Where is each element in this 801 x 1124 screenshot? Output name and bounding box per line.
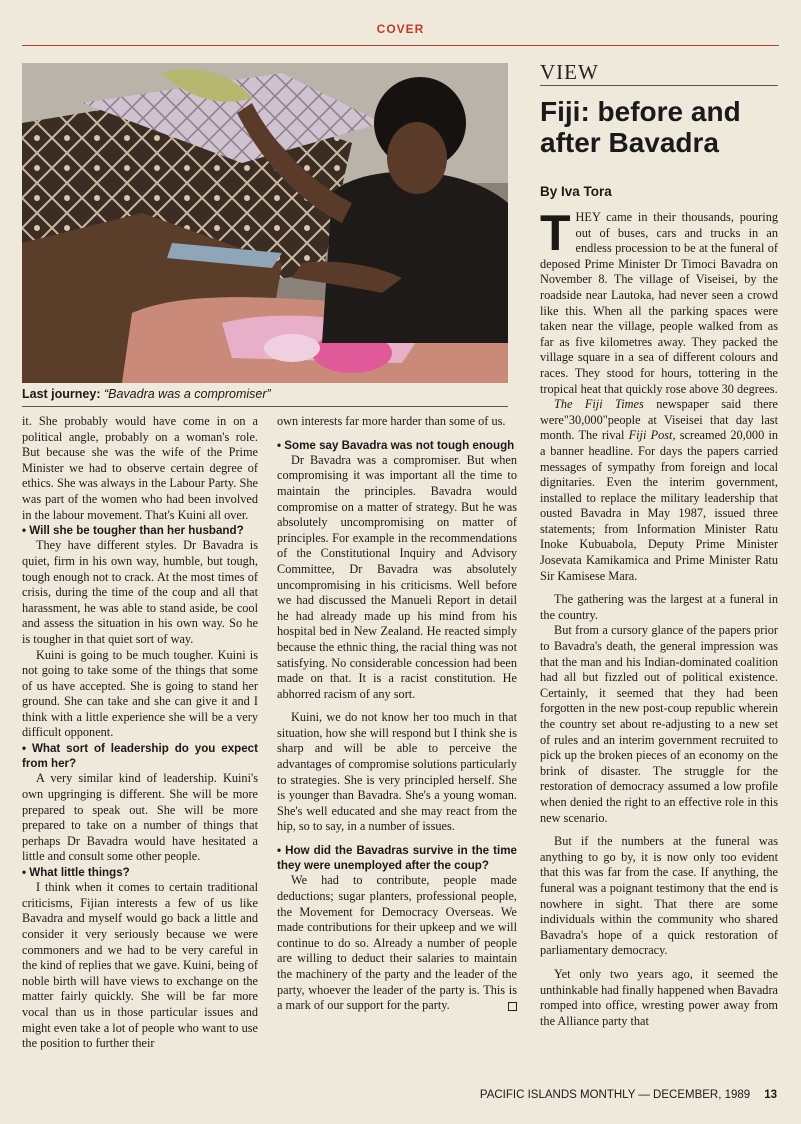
col1-question: • What sort of leadership do you expect from her? xyxy=(22,742,258,771)
newspaper-name: The Fiji Times xyxy=(554,397,644,412)
photo-illustration xyxy=(22,63,508,383)
col1-question: • What little things? xyxy=(22,866,130,880)
col2-paragraph: Dr Bavadra was a compromiser. But when compromising it was important all the time to maintain the principles. Bavadra would compromise on a matter of strategy. But he was absolutely uncompromising on matter of principles. For example in the recommendations of the Constitutional Inquiry and Advisory Committee, Dr Bavadra was absolutely uncompromising in his criticisms. Well before we had discussed the Manueli Report in detail he had already made up his mind from his hospital bed in New Zealand. He reacted simply because the ethnic thing, the racial thing was not satisfying. No considerable concession had been made on that. It is a racist constitution. He abhorred racism of any sort. xyxy=(277,452,517,701)
section-label: COVER xyxy=(376,22,425,36)
col3-paragraph xyxy=(540,205,778,397)
caption-quote: “Bavadra was a compromiser” xyxy=(103,387,271,401)
col2-paragraph: Kuini, we do not know her too much in that situation, how she will respond but I think she is sharp and will be able to perceive the advantages of compromise solutions particularly to strategies. She is very principled herself. She is younger than Bavadra. She's a young woman. She's well educated and she may react from the hip, so to say, in a number of issues. xyxy=(277,710,517,834)
newspaper-name: Fiji Post, xyxy=(628,428,676,443)
column-2 xyxy=(277,414,517,1014)
caption-lead: Last journey: xyxy=(22,387,101,401)
page-number: 13 xyxy=(764,1089,777,1101)
col2-paragraph: own interests far more harder than some of us. xyxy=(277,414,506,428)
col2-question: • How did the Bavadras survive in the time they were unemployed after the coup? xyxy=(277,844,517,873)
top-rule xyxy=(22,45,779,46)
col3-paragraph: But from a cursory glance of the papers prior to Bavadra's death, the general impression was that the man and his Indian-dominated coalition had all but fizzled out of political existence. Certainly, it seemed that they had been forgotten in the new post-coup republic wherein the country set about re-adjusting to a new set of rules and an interim government recruited to pick up the broken pieces of an economy on the brink of disaster. The struggle for the restoration of democracy assumed a low profile when denied the right to an effective role in this new scenario. xyxy=(540,623,778,825)
col1-paragraph: I think when it comes to certain traditional criticisms, Fijian interests a few of us like Bavadra and myself would go back a little and consider it very seriously because we were commoners and we had to be very careful in the kind of replies that we gave. Kuini, being of noble birth will have views to exchange on the matter fairly quickly. She will be far more vocal than us in those particular issues and might even take a lot of people who want to use the position to further their xyxy=(22,880,258,1051)
col1-paragraph: Kuini is going to be much tougher. Kuini is not going to take some of the things that some of us have accepted. She is going to stand her ground. She can take and she can give it and I think with a little experience she will be a very difficult opponent. xyxy=(22,647,258,740)
view-label: VIEW xyxy=(540,60,599,84)
headline: Fiji: before and after Bavadra xyxy=(540,96,741,158)
view-rule xyxy=(540,85,778,86)
photo-woman-fanning-coffin xyxy=(22,63,508,383)
col2-paragraph-text: We had to contribute, people made deductions; sugar planters, professional people, the Movement for Democracy Overseas. We made contributions for their upkeep and we will continue to do so. Already a number of people are willing to deduct their salaries to maintain the machinery of the party and the leader of the party, whoever the leader of the party is. This is a mark of our support for the party. xyxy=(277,873,517,1013)
col3-paragraph: Yet only two years ago, it seemed the unthinkable had finally happened when Bavadra romped into office, wresting power away from the Alliance party that xyxy=(540,966,778,1028)
column-1 xyxy=(22,414,258,1052)
column-3 xyxy=(540,205,779,1029)
col3-paragraph xyxy=(540,397,778,584)
col3-paragraph-text: HEY came in their thousands, pouring out of buses, cars and trucks in an endless procession to be at the funeral of deposed Prime Minister Dr Timoci Bavadra on November 8. The village of Viseisei, by the roadside near Lautoka, had never seen a crowd like this. When all the parking spaces were taken near the village, people walked from as far as five kilometres away. They packed the village square in a sea of different colours and races. They stood for hours, tottering in the tropical heat that quickly rose above 30 degrees. xyxy=(540,210,778,396)
col1-paragraph: They have different styles. Dr Bavadra is quiet, firm in his own way, humble, but tough, tough enough not to crack. At the most times of crisis, during the time of the coup and all that harassment, he was able to stand aside, be cool and assess the situation in his own way. So he is tougher in that quiet sort of way. xyxy=(22,538,258,646)
caption-rule xyxy=(22,406,508,407)
end-mark-icon xyxy=(508,1002,517,1011)
col3-paragraph-text: screamed 20,000 in a banner headline. For days the papers carried messages of sympathy from foreign and local dignitaries. Even the interim government, installed to replace the military leadership that ousted Bavadra in May 1987, issued three statements; from Information Minister Ratu Inoke Kubuabola, Deputy Prime Minister Josevata Kamikamica and Prime Minister Ratu Sir Kamisese Mara. xyxy=(540,428,779,583)
col3-paragraph-text: newspaper said there were"30,000"people at Viseisei that day last month. The rival xyxy=(540,397,779,443)
byline: By Iva Tora xyxy=(540,184,612,199)
page-footer xyxy=(480,1089,777,1101)
footer-publication: PACIFIC ISLANDS MONTHLY — DECEMBER, 1989 xyxy=(479,1089,751,1101)
drop-cap: T xyxy=(540,205,571,261)
col1-paragraph: it. She probably would have come in on a political angle, probably on a woman's role. But because she was the wife of the Prime Minister we had to observe certain degree of ethics. She was always in the Labour Party. She was part of the women who had been involved in the labour movement. That's Kuini all over. xyxy=(22,414,258,522)
col1-question: • Will she be tougher than her husband? xyxy=(22,524,244,538)
col1-paragraph: A very similar kind of leadership. Kuini's own upgringing is different. She will be more prepared to speak out. She will be more prepared to take on a number of things that perhaps Dr Bavadra would have hesitated a little and consult some other people. xyxy=(22,771,258,864)
col2-question: • Some say Bavadra was not tough enough xyxy=(277,438,515,452)
photo-caption xyxy=(22,387,508,401)
col3-paragraph: The gathering was the largest at a funeral in the country. xyxy=(540,592,778,622)
col3-paragraph: But if the numbers at the funeral was anything to go by, it is now only too evident that this was far from the case. If anything, the funeral was a poignant testimony that the end is nowhere in sight. That there are some individuals within the community who shared Bavadra's hope of a quick restoration of parliamentary democracy. xyxy=(540,834,778,958)
col2-paragraph xyxy=(277,873,517,1013)
